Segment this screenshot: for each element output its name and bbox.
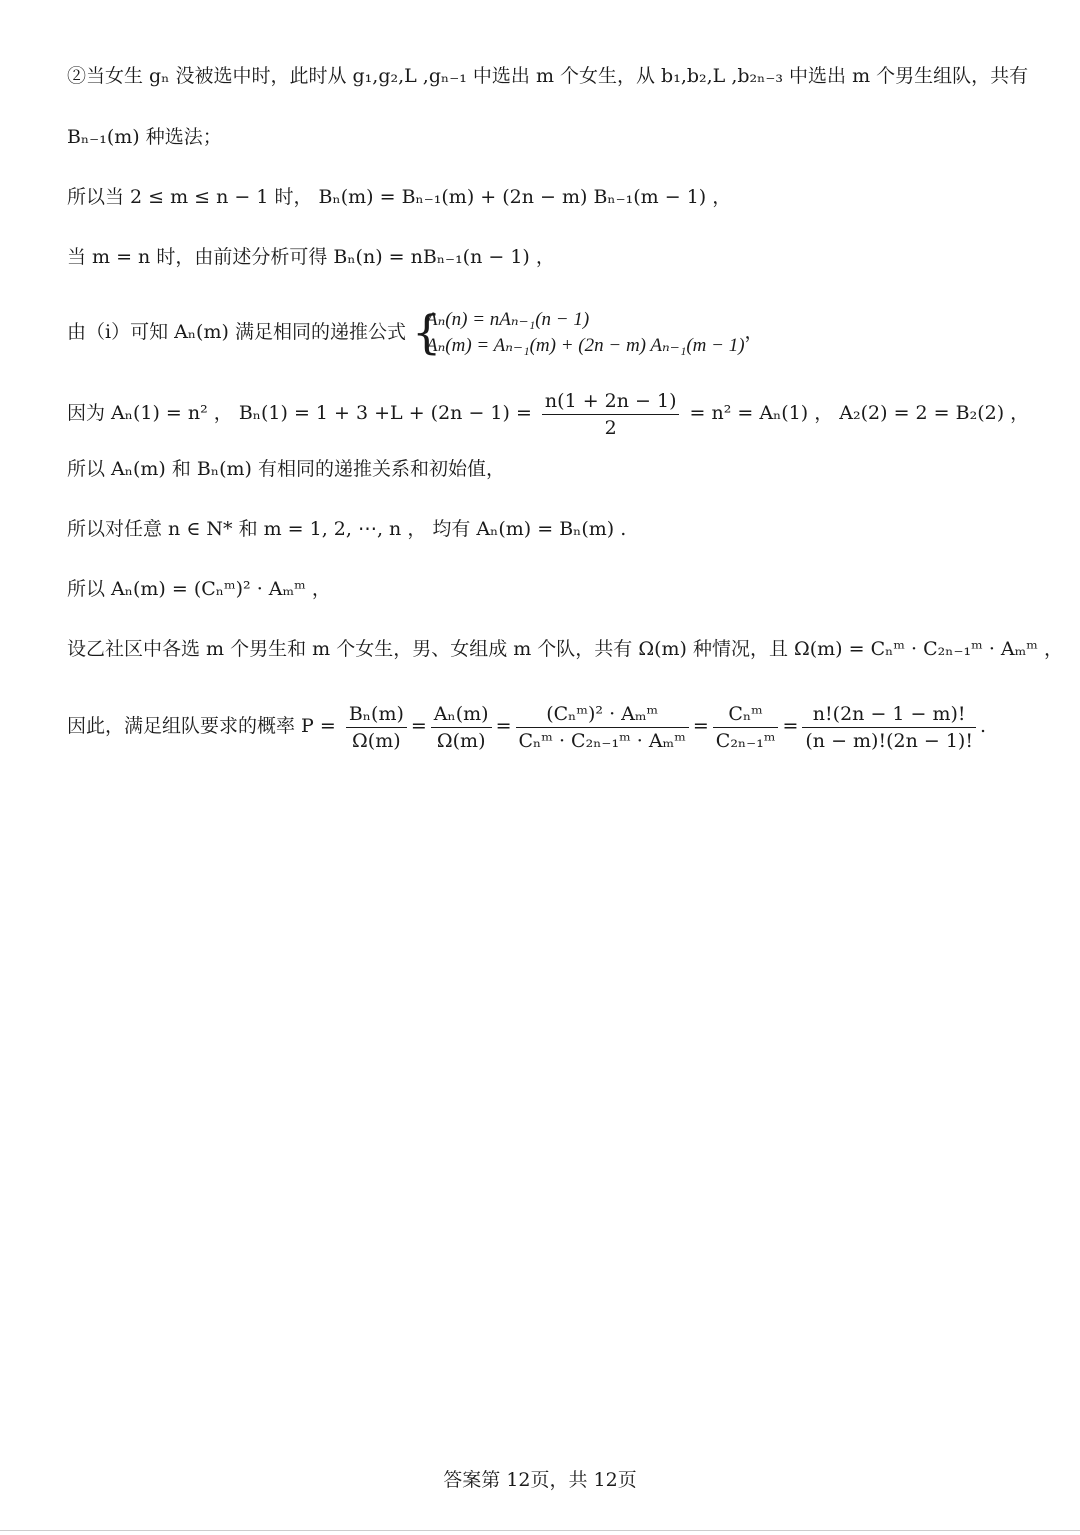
- fraction-sum: [542, 388, 680, 441]
- line-same-relation: 所以 Aₙ(m) 和 Bₙ(m) 有相同的递推关系和初始值，: [67, 458, 505, 480]
- line-conclusion: 所以对任意 n ∈ N* 和 m = 1, 2, ⋯, n ， 均有 Aₙ(m) = Bₙ(m) .: [67, 518, 627, 540]
- line-case-2: ②当女生 gₙ 没被选中时，此时从 g₁,g₂,L ,gₙ₋₁ 中选出 m 个女生，从 b₁,b₂,L ,b₂ₙ₋₃ 中选出 m 个男生组队，共有: [67, 65, 1029, 87]
- line-case-m-eq-n: 当 m = n 时，由前述分析可得 Bₙ(n) = nBₙ₋₁(n − 1) ，: [67, 246, 555, 268]
- line-omega: 设乙社区中各选 m 个男生和 m 个女生，男、女组成 m 个队，共有 Ω(m) 种情况，且 Ω(m) = Cₙᵐ · C₂ₙ₋₁ᵐ · Aₘᵐ ，: [67, 638, 1063, 660]
- fraction-4: $\frac{\text{Cₙᵐ}}{\text{C₂ₙ₋₁ᵐ}}$: [713, 701, 779, 754]
- fraction-3: $\frac{\text{(Cₙᵐ)² · Aₘᵐ}}{\text{Cₙᵐ · C₂ₙ₋₁ᵐ · Aₘᵐ}}$: [516, 701, 689, 754]
- line-probability: 因此，满足组队要求的概率 P = $\frac{\text{Bₙ(m)}}{\Omega(m)}$ = $\frac{\text{Aₙ(m)}}{\Omega(m)}$ = $\frac{\text{(Cₙᵐ)² · Aₘᵐ}}{\text{Cₙᵐ · C₂ₙ₋₁ᵐ · Aₘᵐ}}$ = $\frac{\text{Cₙᵐ}}{\text{C₂ₙ₋₁ᵐ}}$ = $\frac{n!(2n - 1 - m)!}{(n - m)!(2n - 1)!}$ .: [67, 702, 987, 752]
- equation-system: [412, 307, 745, 359]
- bottom-divider: [0, 1530, 1080, 1531]
- brace-glyph: {: [412, 305, 442, 359]
- system-equation-1: Aₙ(n) = nAₙ₋₁(n − 1): [426, 309, 590, 330]
- line-initial-values: 因为 Aₙ(1) = n² ， Bₙ(1) = 1 + 3 +L + (2n − 1) = $\frac{n(1 + 2n - 1)}{2}$ = n² = Aₙ(1) ， A₂(2) = 2 = B₂(2) ，: [67, 389, 1030, 439]
- system-equation-2: Aₙ(m) = Aₙ₋₁(m) + (2n − m) Aₙ₋₁(m − 1): [426, 335, 745, 356]
- fraction-1: $\frac{\text{Bₙ(m)}}{\Omega(m)}$: [346, 701, 407, 754]
- line-selection-count: Bₙ₋₁(m) 种选法；: [67, 126, 222, 148]
- fraction-5: $\frac{n!(2n - 1 - m)!}{(n - m)!(2n - 1)!}$: [802, 701, 976, 754]
- fraction-denominator: 2: [604, 416, 617, 439]
- fraction-2: $\frac{\text{Aₙ(m)}}{\Omega(m)}$: [431, 701, 492, 754]
- line-an-formula: 所以 Aₙ(m) = (Cₙᵐ)² · Aₘᵐ ，: [67, 578, 331, 600]
- line-recurrence-b: 所以当 2 ≤ m ≤ n − 1 时， Bₙ(m) = Bₙ₋₁(m) + (2n − m) Bₙ₋₁(m − 1) ，: [67, 186, 732, 208]
- fraction-numerator: n(1 + 2n − 1): [542, 388, 680, 415]
- line-recurrence-a: 由（i）可知 Aₙ(m) 满足相同的递推公式 { Aₙ(n) = nAₙ₋₁(n − 1) Aₙ(m) = Aₙ₋₁(m) + (2n − m) Aₙ₋₁(m − 1) ，: [67, 305, 764, 359]
- page-footer: 答案第 12页，共 12页: [443, 1469, 637, 1491]
